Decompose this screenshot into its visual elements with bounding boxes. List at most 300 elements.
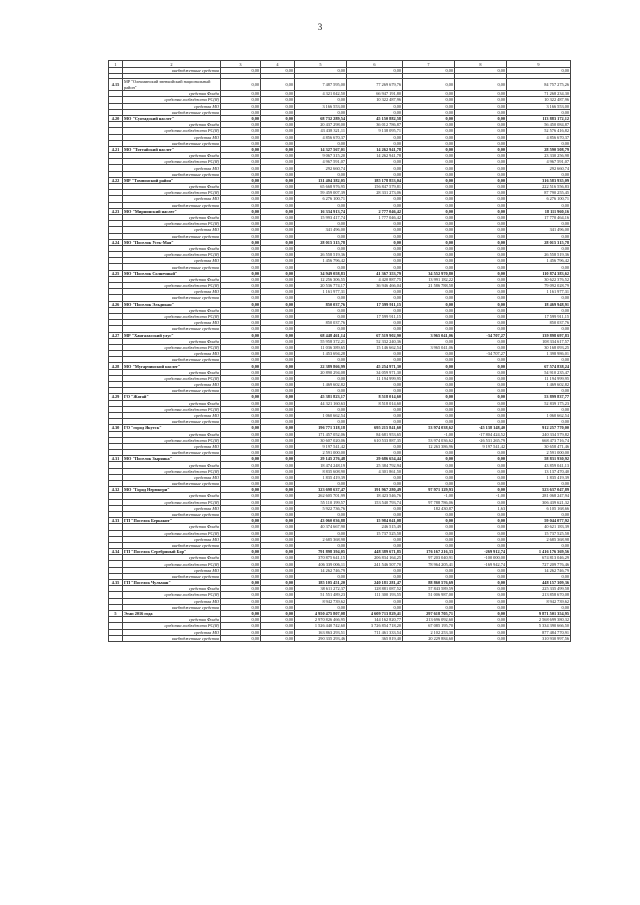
cell-value: 20 536 774,17 [295, 283, 347, 289]
cell-value: 0,00 [347, 307, 403, 313]
cell-value: 18 423 546,76 [347, 493, 403, 499]
cell-value: 51 551 489,23 [295, 592, 347, 598]
cell-value: 6 276 100,71 [295, 196, 347, 202]
table-row-source [109, 295, 571, 301]
cell-value: 674 813 046,29 [507, 555, 571, 561]
table-row-source [109, 561, 571, 567]
cell-value: 1 161 977,31 [507, 289, 571, 295]
cell-value: 0,00 [403, 518, 455, 524]
cell-value: 281 068 247,94 [507, 493, 571, 499]
cell-value: 0,00 [221, 351, 261, 357]
cell-value: 0,00 [221, 233, 261, 239]
cell-value: 0,00 [261, 462, 295, 468]
cell-value: 0,00 [403, 598, 455, 604]
row-label: средства МО [123, 165, 221, 171]
cell-value: 153 540 793,74 [347, 499, 403, 505]
cell-value: 0,00 [261, 233, 295, 239]
cell-value: 0,00 [403, 171, 455, 177]
row-label: внебюджетные средства [123, 109, 221, 115]
cell-value: 0,00 [261, 115, 295, 121]
cell-value: 0,00 [455, 214, 507, 220]
cell-value: 0,00 [403, 369, 455, 375]
table-row-source [109, 635, 571, 641]
cell-value: 0,00 [347, 357, 403, 363]
cell-value: 4 856 670,37 [295, 134, 347, 140]
cell-value: 44 321 160,63 [295, 400, 347, 406]
cell-value: 0,00 [221, 245, 261, 251]
cell-value: 3 166 553,00 [507, 103, 571, 109]
cell-value: 131 404 382,05 [295, 177, 347, 183]
cell-value: 0,00 [261, 425, 295, 431]
cell-value: 28 015 315,78 [295, 239, 347, 245]
cell-value: 0,00 [455, 227, 507, 233]
row-number: 4.34 [109, 549, 123, 555]
table-row-source [109, 140, 571, 146]
cell-value: 0,00 [455, 610, 507, 616]
row-label: средства МО [123, 474, 221, 480]
cell-value: 0,00 [455, 140, 507, 146]
row-label: средства госбюджета РС(Я) [123, 375, 221, 381]
row-label: средства Фонда [123, 184, 221, 190]
cell-value: 0,00 [507, 326, 571, 332]
cell-value: 0,00 [221, 382, 261, 388]
cell-value: 0,00 [455, 580, 507, 586]
cell-value: 0,00 [261, 375, 295, 381]
cell-value: 0,00 [261, 171, 295, 177]
cell-value: 2 568 699 380,32 [507, 617, 571, 623]
cell-value: 316 583 935,09 [507, 177, 571, 183]
cell-value: 0,00 [221, 184, 261, 190]
cell-value: 2 685 368,98 [507, 536, 571, 542]
cell-value: 12 256 306,55 [295, 276, 347, 282]
table-row-source [109, 109, 571, 115]
cell-value: 0,00 [261, 276, 295, 282]
cell-value: 912 257 770,00 [507, 425, 571, 431]
row-label: средства госбюджета РС(Я) [123, 406, 221, 412]
row-label: средства госбюджета РС(Я) [123, 128, 221, 134]
cell-value: 0,00 [261, 604, 295, 610]
cell-value: 0,00 [403, 301, 455, 307]
cell-value: 26 558 519,36 [507, 252, 571, 258]
cell-value: 17 770 464,16 [507, 214, 571, 220]
cell-value: 0,00 [403, 208, 455, 214]
cell-value: 0,00 [221, 159, 261, 165]
row-label: средства МО [123, 567, 221, 573]
cell-value: -45 138 148,40 [455, 425, 507, 431]
cell-value: 0,00 [347, 258, 403, 264]
cell-value: 0,00 [455, 289, 507, 295]
cell-value: 2 102 253,30 [403, 629, 455, 635]
cell-value: 0,00 [347, 68, 403, 74]
table-row-source [109, 128, 571, 134]
cell-value: 110 874 383,62 [507, 270, 571, 276]
cell-value: 0,00 [221, 227, 261, 233]
cell-value: 0,00 [347, 320, 403, 326]
cell-value: 341 496,00 [295, 227, 347, 233]
cell-value: 0,00 [221, 629, 261, 635]
cell-value: 176 167 216,33 [403, 549, 455, 555]
cell-value: 0,00 [403, 68, 455, 74]
cell-value: 0,00 [347, 511, 403, 517]
cell-value: 5 334 390 666,50 [507, 623, 571, 629]
row-label: внебюджетные средства [123, 542, 221, 548]
cell-value: 0,00 [221, 171, 261, 177]
cell-value: 0,00 [221, 468, 261, 474]
cell-value: 0,00 [221, 97, 261, 103]
column-number: 4 [261, 61, 295, 68]
cell-value: 0,00 [221, 196, 261, 202]
cell-value: 0,00 [455, 326, 507, 332]
cell-value: 0,00 [221, 518, 261, 524]
table-row-source [109, 357, 571, 363]
cell-value: 171 457 052,06 [295, 431, 347, 437]
cell-value: 139 898 697,83 [507, 332, 571, 338]
cell-value: 0,00 [403, 468, 455, 474]
cell-value: 0,00 [261, 190, 295, 196]
cell-value: 59 459 007,39 [295, 190, 347, 196]
cell-value: 0,00 [221, 487, 261, 493]
cell-value: 0,00 [455, 115, 507, 121]
cell-value: 0,00 [261, 301, 295, 307]
cell-value: 365 819,40 [347, 635, 403, 641]
cell-value: 0,00 [507, 511, 571, 517]
cell-value: 191 967 280,49 [347, 487, 403, 493]
cell-value: 0,00 [221, 388, 261, 394]
cell-value: 0,00 [221, 307, 261, 313]
cell-value: 1 161 977,31 [295, 289, 347, 295]
cell-value: 0,00 [221, 369, 261, 375]
cell-value: 0,00 [455, 245, 507, 251]
cell-value: 28 331 273,06 [347, 190, 403, 196]
cell-value: 12 263 386,96 [403, 443, 455, 449]
cell-value: 0,00 [261, 221, 295, 227]
row-label: ГП "Поселок Беркакит" [123, 518, 221, 524]
cell-value: 0,00 [403, 481, 455, 487]
cell-value: 0,00 [455, 586, 507, 592]
cell-value: 0,00 [221, 122, 261, 128]
cell-value: 29 686 654,44 [347, 456, 403, 462]
table-row-municipality [109, 363, 571, 369]
cell-value: 0,00 [295, 357, 347, 363]
row-label: средства Фонда [123, 586, 221, 592]
cell-value: 0,00 [347, 542, 403, 548]
cell-value: 4 950 475 807,08 [295, 610, 347, 616]
cell-value: 0,00 [221, 258, 261, 264]
table-row-source [109, 592, 571, 598]
cell-value: 0,00 [507, 481, 571, 487]
cell-value: 0,00 [403, 400, 455, 406]
cell-value: 0,00 [221, 481, 261, 487]
row-label: средства госбюджета РС(Я) [123, 592, 221, 598]
row-number: 4.29 [109, 394, 123, 400]
cell-value: 22 389 866,99 [295, 363, 347, 369]
cell-value: 0,00 [347, 239, 403, 245]
row-label: внебюджетные средства [123, 604, 221, 610]
cell-value: 0,00 [455, 518, 507, 524]
cell-value: 0,00 [455, 369, 507, 375]
cell-value: 0,00 [261, 177, 295, 183]
cell-value: 0,00 [347, 450, 403, 456]
cell-value: 0,00 [347, 326, 403, 332]
cell-value: 0,00 [507, 264, 571, 270]
cell-value: 0,00 [221, 635, 261, 641]
cell-value: 0,00 [295, 140, 347, 146]
cell-value: 1 456 796,42 [295, 258, 347, 264]
cell-value: 9 067 315,20 [295, 153, 347, 159]
table-row-source [109, 481, 571, 487]
cell-value: 0,00 [295, 109, 347, 115]
row-label: средства госбюджета РС(Я) [123, 468, 221, 474]
cell-value: 0,00 [347, 567, 403, 573]
row-number: 4.35 [109, 580, 123, 586]
cell-value: 52 839 175,23 [507, 400, 571, 406]
cell-value: 0,00 [261, 97, 295, 103]
cell-value: 0,00 [507, 171, 571, 177]
cell-value: 20 229 884,60 [403, 635, 455, 641]
cell-value: 0,00 [403, 190, 455, 196]
row-number: 4.23 [109, 208, 123, 214]
cell-value: 0,00 [507, 68, 571, 74]
cell-value: 0,00 [455, 617, 507, 623]
column-number: 2 [123, 61, 221, 68]
column-number: 6 [347, 61, 403, 68]
cell-value: 0,00 [455, 604, 507, 610]
cell-value: 0,00 [261, 153, 295, 159]
cell-value: 45 254 971,30 [347, 363, 403, 369]
cell-value: 67 519 902,90 [347, 332, 403, 338]
cell-value: 246 515,49 [347, 524, 403, 530]
cell-value: 34 552 970,80 [403, 270, 455, 276]
row-label: средства госбюджета РС(Я) [123, 97, 221, 103]
cell-value: 0,00 [261, 592, 295, 598]
budget-table [108, 60, 571, 642]
cell-value: 0,00 [261, 524, 295, 530]
table-row-source [109, 511, 571, 517]
cell-value: 9 138 095,71 [347, 128, 403, 134]
cell-value: 0,00 [221, 456, 261, 462]
cell-value: 144 162 820,77 [347, 617, 403, 623]
cell-value: 0,00 [261, 567, 295, 573]
cell-value: 0,00 [403, 177, 455, 183]
cell-value: 1 469 602,82 [507, 382, 571, 388]
cell-value: 0,00 [507, 202, 571, 208]
cell-value: 0,00 [261, 202, 295, 208]
cell-value: 0,00 [221, 375, 261, 381]
cell-value: 0,00 [221, 623, 261, 629]
cell-value: 0,00 [347, 406, 403, 412]
row-label: средства госбюджета РС(Я) [123, 221, 221, 227]
cell-value: 0,00 [403, 363, 455, 369]
row-label: средства Фонда [123, 555, 221, 561]
row-label: средства МО [123, 412, 221, 418]
cell-value: 0,00 [347, 351, 403, 357]
cell-value: 52 332 240,36 [347, 338, 403, 344]
cell-value: 297 618 705,71 [403, 610, 455, 616]
cell-value: 0,00 [221, 103, 261, 109]
cell-value: 0,00 [221, 320, 261, 326]
cell-value: 0,00 [455, 313, 507, 319]
cell-value: 0,00 [221, 549, 261, 555]
cell-value: 0,00 [403, 233, 455, 239]
cell-value: 0,00 [403, 252, 455, 258]
table-row-source [109, 221, 571, 227]
row-label: средства Фонда [123, 338, 221, 344]
cell-value: 0,00 [403, 202, 455, 208]
cell-value: 10 322 487,96 [507, 97, 571, 103]
cell-value: 0,00 [455, 450, 507, 456]
table-row-source [109, 450, 571, 456]
cell-value: 0,00 [295, 406, 347, 412]
cell-value: 0,00 [221, 474, 261, 480]
cell-value: 0,00 [221, 406, 261, 412]
cell-value: 0,00 [403, 295, 455, 301]
cell-value: 58 831 930,92 [507, 456, 571, 462]
cell-value: 0,00 [455, 307, 507, 313]
cell-value: 87 790 255,45 [507, 190, 571, 196]
cell-value: 163 863 293,51 [295, 629, 347, 635]
cell-value: 0,00 [403, 153, 455, 159]
row-label: внебюджетные средства [123, 326, 221, 332]
row-number: 4.32 [109, 487, 123, 493]
cell-value: 0,00 [455, 221, 507, 227]
cell-value: 0,00 [261, 320, 295, 326]
cell-value: 0,00 [221, 270, 261, 276]
cell-value: 2 970 826 466,95 [295, 617, 347, 623]
cell-value: 0,00 [221, 580, 261, 586]
table-row-source [109, 326, 571, 332]
cell-value: 0,00 [221, 252, 261, 258]
cell-value: 370 875 641,15 [295, 555, 347, 561]
row-label: ГО "город Якутск" [123, 425, 221, 431]
cell-value: 0,00 [455, 233, 507, 239]
cell-value: 0,00 [221, 524, 261, 530]
cell-value: 0,00 [295, 221, 347, 227]
cell-value: 0,00 [455, 536, 507, 542]
cell-value: 0,00 [455, 382, 507, 388]
cell-value: 0,00 [221, 394, 261, 400]
cell-value: 0,00 [403, 320, 455, 326]
cell-value: 53 899 837,77 [507, 394, 571, 400]
cell-value: 240 334 579,82 [507, 431, 571, 437]
cell-value: 0,00 [455, 202, 507, 208]
cell-value: 0,00 [261, 270, 295, 276]
cell-value: 213 858 670,08 [507, 592, 571, 598]
table-row-municipality [109, 549, 571, 555]
cell-value: 53 974 036,62 [403, 437, 455, 443]
row-label: МО "Поселок Зырянка" [123, 456, 221, 462]
cell-value: 0,00 [261, 91, 295, 97]
row-label: МО "Поселок Эльдикан" [123, 301, 221, 307]
cell-value: 0,00 [295, 202, 347, 208]
cell-value: 14 262 746,79 [295, 567, 347, 573]
cell-value: 0,00 [261, 239, 295, 245]
cell-value: 0,00 [221, 146, 261, 152]
cell-value: 14 262 746,79 [507, 567, 571, 573]
cell-value: 10 322 487,96 [347, 97, 403, 103]
cell-value: 2 591 000,00 [295, 450, 347, 456]
cell-value: 0,00 [403, 128, 455, 134]
cell-value: 4 967 591,07 [507, 159, 571, 165]
cell-value: 292 660,74 [507, 165, 571, 171]
table-row-source [109, 202, 571, 208]
cell-value: 30 622 376,52 [507, 276, 571, 282]
cell-value: 0,00 [221, 511, 261, 517]
cell-value: 8 518 014,60 [347, 394, 403, 400]
cell-value: 0,00 [455, 165, 507, 171]
cell-value: 0,00 [221, 592, 261, 598]
table-row-source [109, 252, 571, 258]
column-number: 5 [295, 61, 347, 68]
cell-value: 0,00 [261, 326, 295, 332]
table-row-source [109, 419, 571, 425]
cell-value: 15 146 662,54 [347, 344, 403, 350]
cell-value: 0,00 [455, 283, 507, 289]
cell-value: 8 835 608,90 [295, 468, 347, 474]
row-label: средства Фонда [123, 493, 221, 499]
row-number [109, 635, 123, 641]
cell-value: 306 439 621,32 [507, 499, 571, 505]
cell-value: 0,00 [403, 196, 455, 202]
cell-value: 0,00 [455, 598, 507, 604]
cell-value: 0,00 [261, 437, 295, 443]
cell-value: 0,00 [403, 122, 455, 128]
cell-value: 28 015 315,78 [507, 239, 571, 245]
cell-value: 0,00 [347, 245, 403, 251]
cell-value: 0,00 [403, 450, 455, 456]
cell-value: 34 949 058,83 [295, 270, 347, 276]
cell-value: 0,00 [403, 419, 455, 425]
cell-value: 11 194 999,95 [347, 375, 403, 381]
cell-value: 0,00 [455, 68, 507, 74]
cell-value: 13 137 470,40 [507, 468, 571, 474]
cell-value: 15 737 525,58 [507, 530, 571, 536]
cell-value: 0,00 [403, 326, 455, 332]
cell-value: 40 374 667,90 [295, 524, 347, 530]
cell-value: 0,00 [261, 493, 295, 499]
cell-value: 43 859 041,13 [507, 462, 571, 468]
cell-value: 0,00 [221, 431, 261, 437]
cell-value: 0,00 [403, 394, 455, 400]
row-label: средства Фонда [123, 617, 221, 623]
cell-value: 877 484 770,91 [507, 629, 571, 635]
row-label: средства госбюджета РС(Я) [123, 190, 221, 196]
cell-value: 0,00 [507, 604, 571, 610]
cell-value: 0,00 [507, 357, 571, 363]
cell-value: 59 044 077,92 [507, 518, 571, 524]
cell-value: 8 942 739,62 [295, 598, 347, 604]
cell-value: 0,00 [403, 289, 455, 295]
table-row-source [109, 375, 571, 381]
cell-value: 0,00 [261, 536, 295, 542]
cell-value: 0,00 [347, 295, 403, 301]
cell-value: 8 518 014,60 [347, 400, 403, 406]
cell-value: 0,00 [295, 573, 347, 579]
cell-value: 0,00 [455, 159, 507, 165]
cell-value: 0,00 [221, 400, 261, 406]
cell-value: 0,00 [403, 375, 455, 381]
row-number: 4.25 [109, 270, 123, 276]
cell-value: 0,00 [347, 140, 403, 146]
cell-value: 0,00 [455, 481, 507, 487]
cell-value: -1,00 [403, 493, 455, 499]
cell-value: -169 942,74 [455, 561, 507, 567]
cell-value: 0,00 [403, 134, 455, 140]
cell-value: 51 006 987,00 [403, 592, 455, 598]
cell-value: -26 531 265,79 [455, 437, 507, 443]
cell-value: 0,00 [261, 227, 295, 233]
cell-value: 0,00 [403, 412, 455, 418]
row-label: внебюджетные средства [123, 481, 221, 487]
